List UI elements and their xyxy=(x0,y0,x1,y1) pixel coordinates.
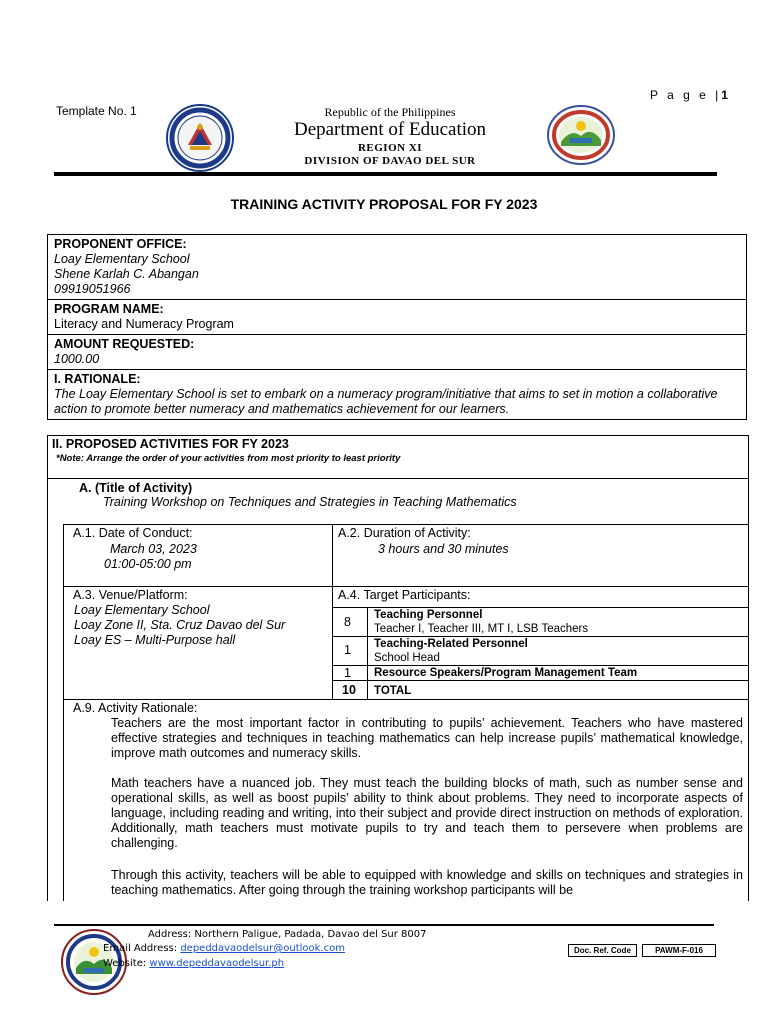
activity-rationale-paragraph-3: Through this activity, teachers will be able to equipped with knowledge and skills on techniques and strategies in teaching mathematics. After going through the training workshop participants will be xyxy=(111,868,743,897)
divider xyxy=(63,699,748,700)
participant-title: Teaching Personnel xyxy=(374,609,483,621)
duration-label: A.2. Duration of Activity: xyxy=(338,526,471,540)
activities-note: *Note: Arrange the order of your activities from most priority to least priority xyxy=(56,453,401,464)
footer-rule xyxy=(54,924,714,926)
website-label: Website: xyxy=(103,958,147,969)
republic-heading: Republic of the Philippines xyxy=(324,105,456,119)
program-row xyxy=(48,300,747,335)
proponent-school: Loay Elementary School xyxy=(54,252,190,266)
division-seal-logo xyxy=(546,104,616,166)
venue-label: A.3. Venue/Platform: xyxy=(73,588,188,602)
participant-count: 8 xyxy=(344,615,351,629)
venue-line-2: Loay Zone II, Sta. Cruz Davao del Sur xyxy=(74,618,286,632)
divider xyxy=(63,586,748,587)
participant-title: Teaching-Related Personnel xyxy=(374,638,528,650)
total-label: TOTAL xyxy=(374,685,412,697)
target-participants-label: A.4. Target Participants: xyxy=(338,588,471,602)
address-label: Address: xyxy=(148,929,192,940)
header-rule xyxy=(54,172,717,176)
activity-rationale-paragraph-2: Math teachers have a nuanced job. They must teach the building blocks of math, such as number sense and operational skills, as well as boost pupils’ ability to think about problems. They need to incorporate aspects of language, including reading and writing, into their subject and provide direct instruction on methods of exploration. Additionally, math teachers must motivate pupils to try and teach them to persevere when problems are challenging. xyxy=(111,776,743,850)
activity-title: Training Workshop on Techniques and Strategies in Teaching Mathematics xyxy=(103,495,517,509)
rationale-text: The Loay Elementary School is set to embark on a numeracy program/initiative that aims to set in motion a collaborative action to promote better numeracy and mathematics achievement for our learners. xyxy=(54,387,718,416)
proponent-row xyxy=(48,235,747,300)
activity-rationale-label: A.9. Activity Rationale: xyxy=(73,701,198,715)
date-of-conduct: March 03, 2023 xyxy=(110,542,197,556)
amount-row xyxy=(48,335,747,370)
department-heading: Department of Education xyxy=(293,119,487,140)
proponent-label: PROPONENT OFFICE: xyxy=(54,237,187,251)
website-link[interactable]: www.depeddavaodelsur.ph xyxy=(149,958,285,969)
activity-title-label: A. (Title of Activity) xyxy=(79,481,193,495)
page-label: P a g e | xyxy=(650,88,722,102)
left-border xyxy=(63,524,64,901)
program-label: PROGRAM NAME: xyxy=(54,302,164,316)
proposed-activities-section xyxy=(47,435,749,901)
address-value: Northern Paligue, Padada, Davao del Sur 8007 xyxy=(194,929,427,940)
doc-ref-code: PAWM-F-016 xyxy=(642,944,716,957)
participant-count: 1 xyxy=(344,666,351,680)
region-heading: REGION XI xyxy=(357,142,423,154)
total-count: 10 xyxy=(342,683,356,697)
participant-detail: Teacher I, Teacher III, MT I, LSB Teachers xyxy=(374,623,589,635)
program-name: Literacy and Numeracy Program xyxy=(54,317,234,331)
rationale-label: I. RATIONALE: xyxy=(54,372,141,386)
duration-value: 3 hours and 30 minutes xyxy=(378,542,509,556)
proponent-person: Shene Karlah C. Abangan xyxy=(54,267,199,281)
footer-email xyxy=(103,943,345,954)
template-number: Template No. 1 xyxy=(56,104,137,118)
document-title: TRAINING ACTIVITY PROPOSAL FOR FY 2023 xyxy=(230,196,538,212)
footer-address xyxy=(148,929,427,940)
rationale-row xyxy=(48,370,747,420)
footer-website xyxy=(103,958,284,969)
activity-rationale-paragraph-1: Teachers are the most important factor in contributing to pupils’ achievement. Teachers who have mastered effective strategies and techniques in teaching mathematics can help increase pupils’ mathematical knowledge, improve math outcomes and numeracy skills. xyxy=(111,716,743,760)
time-of-conduct: 01:00-05:00 pm xyxy=(104,557,192,571)
proponent-phone: 09919051966 xyxy=(54,282,131,296)
activities-heading: II. PROPOSED ACTIVITIES FOR FY 2023 xyxy=(52,437,289,451)
division-heading: DIVISION OF DAVAO DEL SUR xyxy=(304,155,476,167)
deped-seal-logo xyxy=(163,103,237,173)
participant-title: Resource Speakers/Program Management Team xyxy=(374,667,638,679)
amount-label: AMOUNT REQUESTED: xyxy=(54,337,195,351)
divider xyxy=(63,524,748,525)
amount-value: 1000.00 xyxy=(54,352,100,366)
doc-ref-label: Doc. Ref. Code xyxy=(568,944,637,957)
count-column-divider xyxy=(367,607,368,699)
date-of-conduct-label: A.1. Date of Conduct: xyxy=(73,526,193,540)
column-divider xyxy=(332,524,333,699)
email-label: Email Address: xyxy=(103,943,178,954)
proposal-info-table xyxy=(47,234,747,420)
page-number-value: 1 xyxy=(721,88,728,102)
venue-line-1: Loay Elementary School xyxy=(74,603,210,617)
participant-count: 1 xyxy=(344,643,351,657)
participant-detail: School Head xyxy=(374,652,440,664)
email-link[interactable]: depeddavaodelsur@outlook.com xyxy=(180,943,345,954)
venue-line-3: Loay ES – Multi-Purpose hall xyxy=(74,633,236,647)
page-number xyxy=(650,88,728,102)
divider xyxy=(48,478,748,479)
